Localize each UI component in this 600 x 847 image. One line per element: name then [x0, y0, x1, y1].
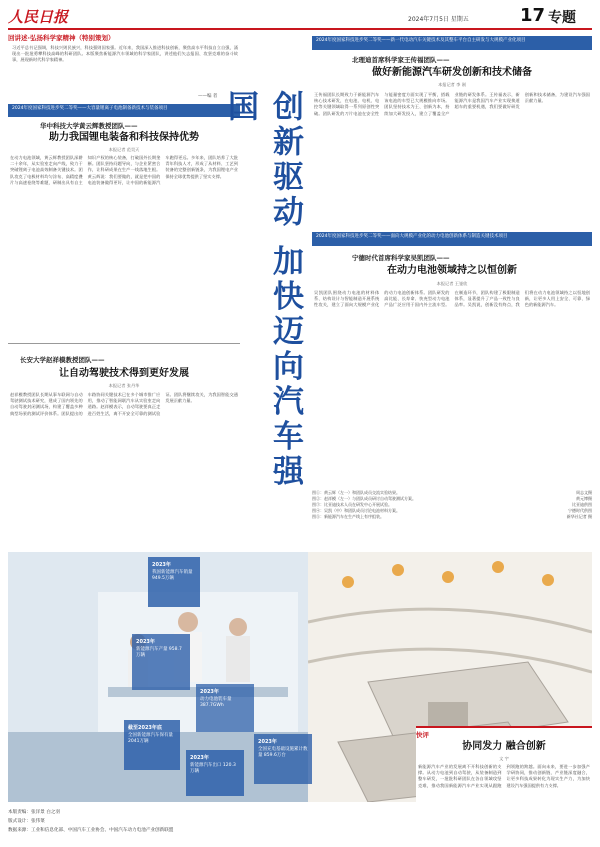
caption-row [312, 514, 592, 520]
award-bar-byd: 2024年度国家科技进步奖二等奖——新一代电动汽车关键技术及其整车平台自主研发与大规模产业化项目 [312, 36, 592, 50]
column-label: 回讲述·弘扬科学家精神（特别策划） [8, 34, 115, 42]
stat-text: 我国新能源汽车销量 949.5万辆 [152, 570, 193, 581]
stat-year: 截至2023年底 [128, 725, 162, 731]
caption-credit: 宁德时代供图 [568, 508, 592, 513]
review-tag: 快评 [416, 731, 429, 739]
photo-captions [312, 490, 592, 546]
stat-year: 2023年 [136, 639, 155, 645]
footer-source: 数据来源：工业和信息化部、中国汽车工业协会、中国汽车动力电池产业创新联盟 [8, 828, 174, 833]
section-label: 专题 [548, 10, 576, 26]
centre-title: 创新驱动 加快迈向汽车强国 [222, 90, 303, 490]
caption-credit: 新华社记者 摄 [566, 514, 592, 519]
team-huake: 华中科技大学黄云辉教授团队—— [40, 122, 138, 130]
byline-huake: 本报记者 范昊天 [108, 147, 140, 152]
caption-text: 图②：赵祥模（左一）与团队成员研讨自动驾驶测试方案。 [312, 496, 416, 501]
body-huake: 在动力电池领域，黄云辉教授团队深耕二十余年，从实验室走向产线，致力于突破锂离子电池高效制备关键技术。团队攻克了电极材料均匀涂布、高精度叠片与高速卷绕等难题，研制出具有自主知识产权的核心装备，打破国外长期垄断。团队坚持问题导向，与企业紧密合作，让科研成果在生产一线落地生根。黄云辉说：我们要做的，就是把中国的电池装备做得更好，让中国的新能源汽车跑得更远。多年来，团队培养了大批青年科技人才，形成了从材料、工艺到装备的完整创新链条，为我国锂电产业保持全球优势提供了坚实支撑。 [10, 155, 238, 185]
footer-editors: 本版责编：张洋景 白之羽 [8, 810, 60, 815]
headline-byd: 做好新能源汽车研发创新和技术储备 [372, 67, 532, 78]
headline-catl: 在动力电池领域持之以恒创新 [387, 265, 517, 276]
caption-credit: 周志文摄 [576, 490, 592, 495]
headline-changan: 让自动驾驶技术得到更好发展 [59, 368, 189, 379]
team-changan: 长安大学赵祥模教授团队—— [20, 356, 105, 364]
body-changan: 赵祥模教授团队长期从事车联网与自动驾驶测试技术研究，建成了国内领先的自动驾驶封闭测试场，构建了覆盖多种典型场景的测试评价体系。团队提出的车路协同关键技术已在多个城市推广应用，推动了智能网联汽车从实验室走向道路。赵祥模表示，自动驾驶要真正走进百姓生活，离不开安全可靠的测试验证。团队将继续攻关，为我国智能交通发展贡献力量。 [10, 392, 238, 416]
award-bar-huake: 2024年度国家科技进步奖二等奖——大容量锂离子电池制备新技术与装备项目 [8, 104, 240, 117]
body-catl: 吴凯团队围绕动力电池的材料体系、结构设计与智能制造开展系统性攻关，建立了面向大规模产业化的动力电池创新体系。团队研发的高比能、长寿命、快充型动力电池产品广泛应用于国内外主流车型。在制造环节，团队构建了极限制造体系，显著提升了产品一致性与良品率。吴凯说，创新没有终点，我们将在动力电池领域持之以恒地创新，让更多人用上安全、可靠、绿色的新能源汽车。 [314, 290, 590, 308]
masthead-rule [8, 28, 592, 30]
body-byd: 王传福团队长期致力于新能源汽车核心技术研发，在电池、电机、电控等关键领域取得一系列原创性突破。团队研发的刀片电池在安全性与能量密度方面实现了平衡，搭载该电池的车型已大规模推向市场。团队坚持技术为王、创新为本，持续加大研发投入，建立了覆盖全产业链的研发体系。王传福表示，新能源汽车是我国汽车产业实现换道超车的重要机遇，我们要做好研发创新和技术储备，为建设汽车强国贡献力量。 [314, 92, 590, 116]
stat-text: 动力电池装车量 387.7GWh [200, 697, 232, 708]
caption-text: 图①：黄云辉（左一）和团队成员交流实验结果。 [312, 490, 400, 495]
caption-credit: 黄元博摄 [576, 496, 592, 501]
stat-year: 2023年 [200, 689, 219, 695]
stat-text: 新能源汽车产量 958.7万辆 [136, 647, 182, 658]
caption-text: 图③：比亚迪技术人员在研发中心开展试验。 [312, 502, 392, 507]
stat-text: 全国充电基础设施累计数量 859.6万台 [258, 747, 308, 758]
stat-text: 全国新能源汽车保有量 2041万辆 [128, 733, 173, 744]
byline-changan: 本报记者 张丹华 [108, 383, 140, 388]
review-byline: 文 宇 [499, 756, 509, 761]
editor-note: 习近平总书记强调，科技兴则民族兴，科技强则国家强。近年来，我国深入推进科技创新，聚焦高水平科技自立自强，涌现出一批批勇攀科技高峰的科研团队。本版聚焦新能源汽车领域的科学家团队，讲述他们矢志报国、攻坚克难的奋斗故事，展现新时代科学家精神。 [12, 45, 238, 63]
stat-panel [196, 684, 254, 732]
issue-date: 2024年7月5日 星期五 [408, 16, 469, 23]
headline-huake: 助力我国锂电装备和科技保持优势 [49, 132, 199, 143]
stat-panel [124, 720, 180, 770]
footer-designer: 版式设计：张伟菜 [8, 819, 45, 824]
review-headline: 协同发力 融合创新 [462, 741, 546, 752]
stat-panel [254, 734, 312, 784]
divider [8, 343, 240, 344]
stat-panel [186, 750, 244, 796]
review-body: 新能源汽车产业的发展离不开科技创新的支撑。从动力电池到自动驾驶，从装备制造到整车研发，一批批科研团队在各自领域攻坚克难，推动我国新能源汽车产业实现从跟跑到领跑的跨越。面向未来，要进一步加强产学研协同，推动创新链、产业链深度融合，让更多科技成果转化为现实生产力，为加快建设汽车强国提供有力支撑。 [418, 764, 590, 788]
award-bar-catl: 2024年度国家科技进步奖二等奖——面向大规模产业化的动力电池创新体系与制造关键技术项目 [312, 232, 592, 246]
caption-text: 图④：吴凯（中）和团队成员讨论电池材料方案。 [312, 508, 400, 513]
caption-credit: 比亚迪供图 [572, 502, 592, 507]
editor-sign: ——编 者 [198, 94, 218, 99]
stat-panel [148, 557, 200, 607]
page-number: 17 [520, 5, 546, 26]
stat-year: 2023年 [258, 739, 277, 745]
quick-review [416, 726, 592, 842]
stat-year: 2023年 [152, 562, 171, 568]
column-head [8, 33, 240, 103]
stat-year: 2023年 [190, 755, 209, 761]
team-catl: 宁德时代首席科学家吴凯团队—— [352, 254, 450, 262]
stat-text: 新能源汽车出口 120.3万辆 [190, 763, 236, 774]
footer [8, 808, 408, 842]
byline-catl: 本报记者 王崟欣 [436, 281, 468, 286]
byline-byd: 本报记者 李 刚 [438, 82, 466, 87]
logo: 人民日报 [8, 8, 69, 26]
stat-panel [132, 634, 190, 690]
team-byd: 北理迪首席科学家王传福团队—— [352, 56, 450, 64]
caption-text: 图⑤：新能源汽车在生产线上有序组装。 [312, 514, 384, 519]
